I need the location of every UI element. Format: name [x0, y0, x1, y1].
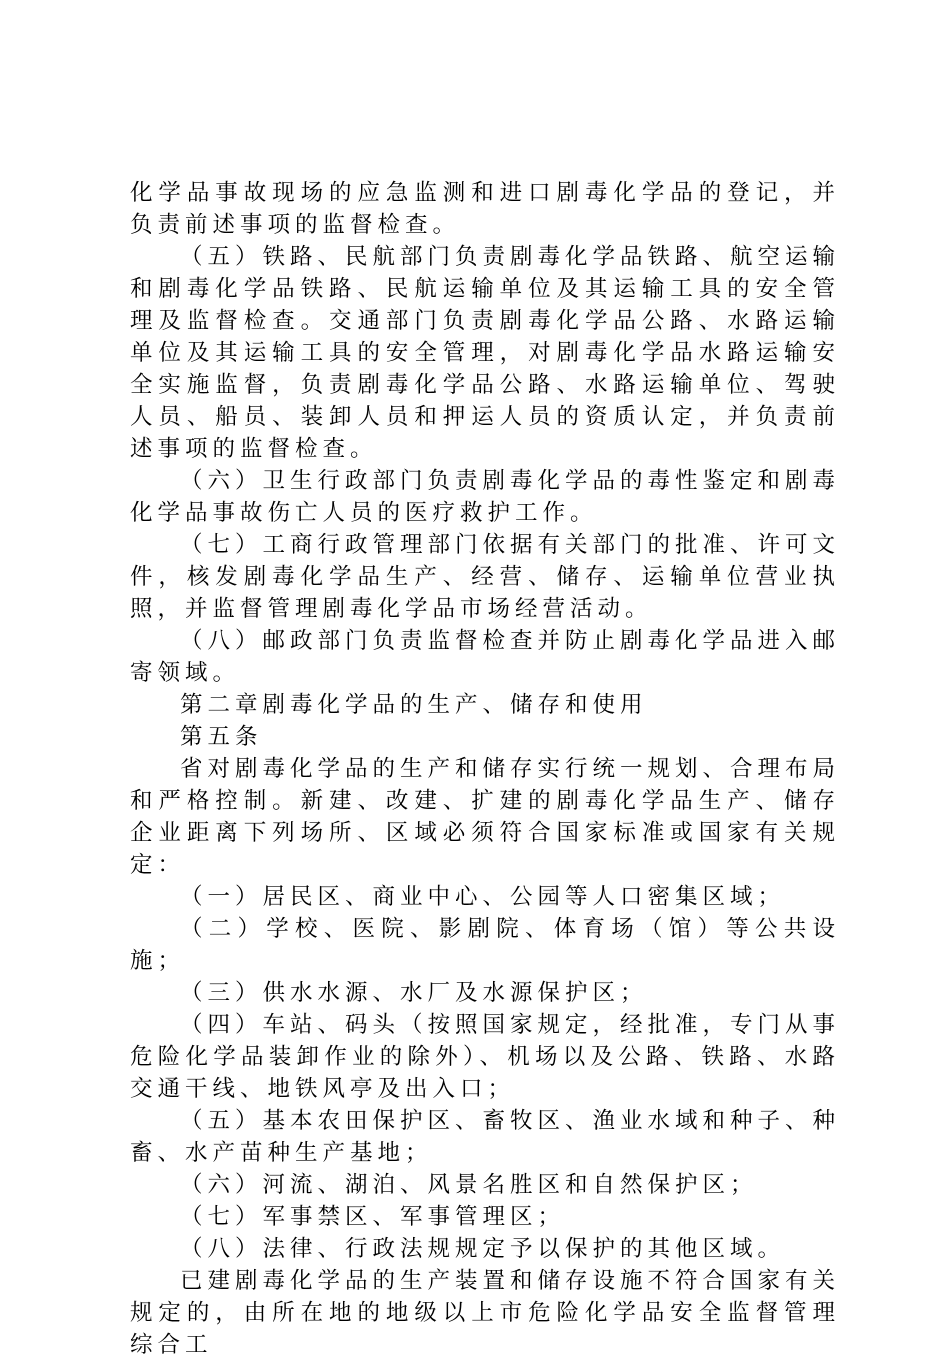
paragraph-2: （五）铁路、民航部门负责剧毒化学品铁路、航空运输和剧毒化学品铁路、民航运输单位及其运输工具的安全管理及监督检查。交通部门负责剧毒化学品公路、水路运输单位及其运输工具的安全管理，对剧毒化学品水路运输安全实施监督，负责剧毒化学品公路、水路运输单位、驾驶人员、船员、装卸人员和押运人员的资质认定，并负责前述事项的监督检查。	[130, 244, 841, 462]
paragraph-3: （六）卫生行政部门负责剧毒化学品的毒性鉴定和剧毒化学品事故伤亡人员的医疗救护工作。	[130, 468, 841, 526]
paragraph-4: （七）工商行政管理部门依据有关部门的批准、许可文件，核发剧毒化学品生产、经营、储存、运输单位营业执照，并监督管理剧毒化学品市场经营活动。	[130, 532, 841, 622]
list-item-6: （六）河流、湖泊、风景名胜区和自然保护区；	[180, 1172, 758, 1198]
list-item-3: （三）供水水源、水厂及水源保护区；	[180, 980, 648, 1006]
paragraph-5: （八）邮政部门负责监督检查并防止剧毒化学品进入邮寄领域。	[130, 628, 841, 686]
paragraph-17: 已建剧毒化学品的生产装置和储存设施不符合国家有关规定的，由所在地的地级以上市危险化学品安全监督管理综合工	[130, 1268, 841, 1358]
paragraph-8: 省对剧毒化学品的生产和储存实行统一规划、合理布局和严格控制。新建、改建、扩建的剧毒化学品生产、储存企业距离下列场所、区域必须符合国家标准或国家有关规定：	[130, 756, 841, 878]
list-item-4: （四）车站、码头（按照国家规定，经批准，专门从事危险化学品装卸作业的除外）、机场以及公路、铁路、水路交通干线、地铁风亭及出入口；	[130, 1012, 841, 1102]
list-item-7: （七）军事禁区、军事管理区；	[180, 1204, 566, 1230]
list-item-8: （八）法律、行政法规规定予以保护的其他区域。	[180, 1236, 786, 1262]
paragraph-1: 化学品事故现场的应急监测和进口剧毒化学品的登记，并负责前述事项的监督检查。	[130, 180, 840, 238]
list-item-5: （五）基本农田保护区、畜牧区、渔业水域和种子、种畜、水产苗种生产基地；	[130, 1108, 841, 1166]
list-item-2: （二）学校、医院、影剧院、体育场（馆）等公共设施；	[130, 916, 840, 974]
list-item-1: （一）居民区、商业中心、公园等人口密集区域；	[180, 884, 786, 910]
article-heading: 第五条	[180, 724, 263, 750]
chapter-heading: 第二章剧毒化学品的生产、储存和使用	[180, 692, 648, 718]
